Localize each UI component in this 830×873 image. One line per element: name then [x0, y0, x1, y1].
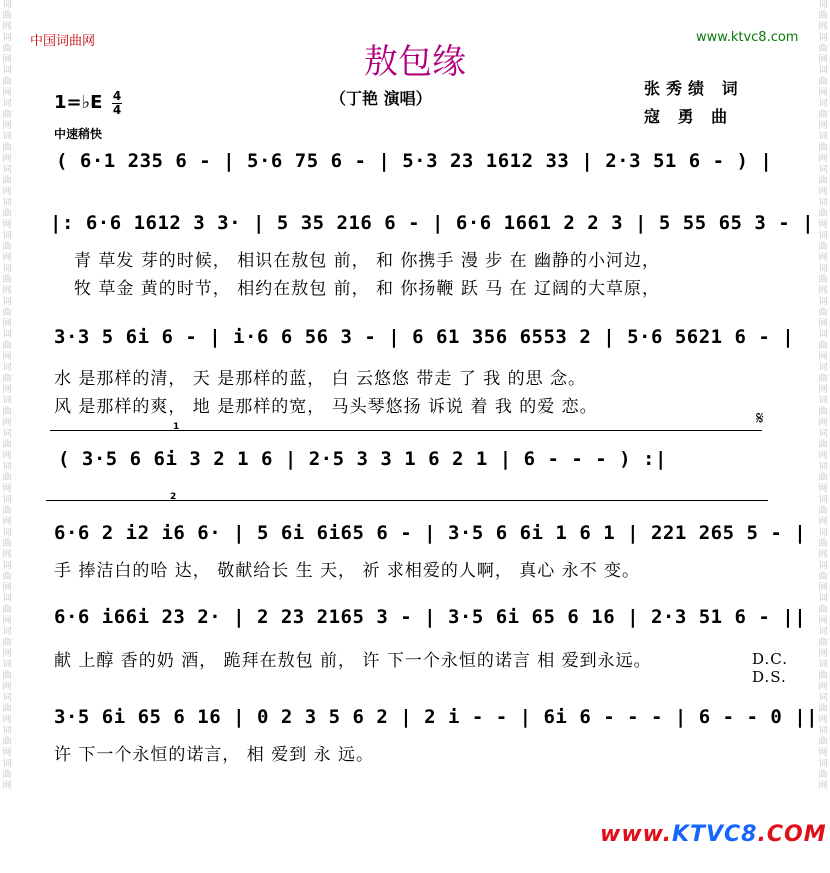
volta-2-line: [46, 500, 768, 501]
score-row-6: 6·6 i66i 23 2· | 2 23 2165 3 - | 3·5 6i 65 6 16 | 2·3 51 6 - ||: [54, 606, 807, 628]
lyric-row-3-verse-1: 水 是那样的清， 天 是那样的蓝， 白 云悠悠 带走 了 我 的思 念。: [54, 369, 587, 389]
singer-credit: （丁艳 演唱）: [330, 89, 432, 108]
volta-1-number: 1: [173, 422, 180, 432]
score-row-7: 3·5 6i 65 6 16 | 0 2 3 5 6 2 | 2 i - - | 6i 6 - - - | 6 - - 0 ||: [54, 706, 819, 728]
watermark-left: 词曲网词曲网词曲网词曲网词曲网词曲网词曲网词曲网词曲网词曲网词曲网词曲网词曲网词曲网词曲网词曲网词曲网词曲网词曲网词曲网词曲网词曲网词曲网词曲网: [2, 0, 12, 791]
segno-sign: 𝄋: [756, 408, 764, 429]
lyricist-credit: 张秀绩 词: [644, 79, 744, 98]
logo-part-brand: KTVC8: [671, 822, 758, 847]
score-row-5: 6·6 2 i2 i6 6· | 5 6i 6i65 6 - | 3·5 6 6i 1 6 1 | 221 265 5 - |: [54, 522, 807, 544]
lyric-row-7: 许 下一个永恒的诺言， 相 爱到 永 远。: [54, 745, 375, 765]
lyric-row-2-verse-2: 牧 草金 黄的时节， 相约在敖包 前， 和 你扬鞭 跃 马 在 辽阔的大草原，: [74, 279, 661, 299]
lyric-row-5: 手 捧洁白的哈 达， 敬献给长 生 天， 祈 求相爱的人啊， 真心 永不 变。: [54, 561, 641, 581]
volta-2-number: 2: [170, 492, 177, 502]
volta-1-line: [50, 430, 762, 431]
lyric-row-3-verse-2: 风 是那样的爽， 地 是那样的宽， 马头琴悠扬 诉说 着 我 的爱 恋。: [54, 397, 598, 417]
score-row-4: ( 3·5 6 6i 3 2 1 6 | 2·5 3 3 1 6 2 1 | 6 - - - ) :|: [58, 448, 667, 470]
lyric-row-2-verse-1: 青 草发 芽的时候， 相识在敖包 前， 和 你携手 漫 步 在 幽静的小河边，: [74, 251, 661, 271]
site-url[interactable]: www.ktvc8.com: [696, 30, 799, 45]
da-capo-mark: D.C.: [752, 650, 788, 668]
composer-credit: 寇 勇 曲: [644, 107, 734, 126]
footer-logo[interactable]: [600, 822, 827, 847]
score-row-1: ( 6·1 235 6 - | 5·6 75 6 - | 5·3 23 1612 33 | 2·3 51 6 - ) |: [56, 150, 773, 172]
lyric-row-6: 献 上醇 香的奶 酒， 跪拜在敖包 前， 许 下一个永恒的诺言 相 爱到永远。: [54, 651, 652, 671]
score-row-3: 3·3 5 6i 6 - | i·6 6 56 3 - | 6 61 356 6553 2 | 5·6 5621 6 - |: [54, 326, 795, 348]
key-signature: 1=♭E: [54, 92, 103, 113]
time-signature-bottom: 4: [112, 103, 122, 117]
tempo-marking: 中速稍快: [54, 127, 103, 141]
site-name[interactable]: 中国词曲网: [30, 34, 96, 49]
logo-part-com: .COM: [757, 822, 827, 847]
score-row-2: |: 6·6 1612 3 3· | 5 35 216 6 - | 6·6 1661 2 2 3 | 5 55 65 3 - |: [50, 212, 815, 234]
logo-part-www: www.: [600, 822, 672, 847]
watermark-right: 词曲网词曲网词曲网词曲网词曲网词曲网词曲网词曲网词曲网词曲网词曲网词曲网词曲网词曲网词曲网词曲网词曲网词曲网词曲网词曲网词曲网词曲网词曲网词曲网: [818, 0, 828, 791]
song-title: 敖包缘: [364, 42, 466, 82]
dal-segno-mark: D.S.: [752, 668, 787, 686]
time-signature: [112, 90, 122, 117]
time-signature-top: 4: [112, 89, 122, 103]
